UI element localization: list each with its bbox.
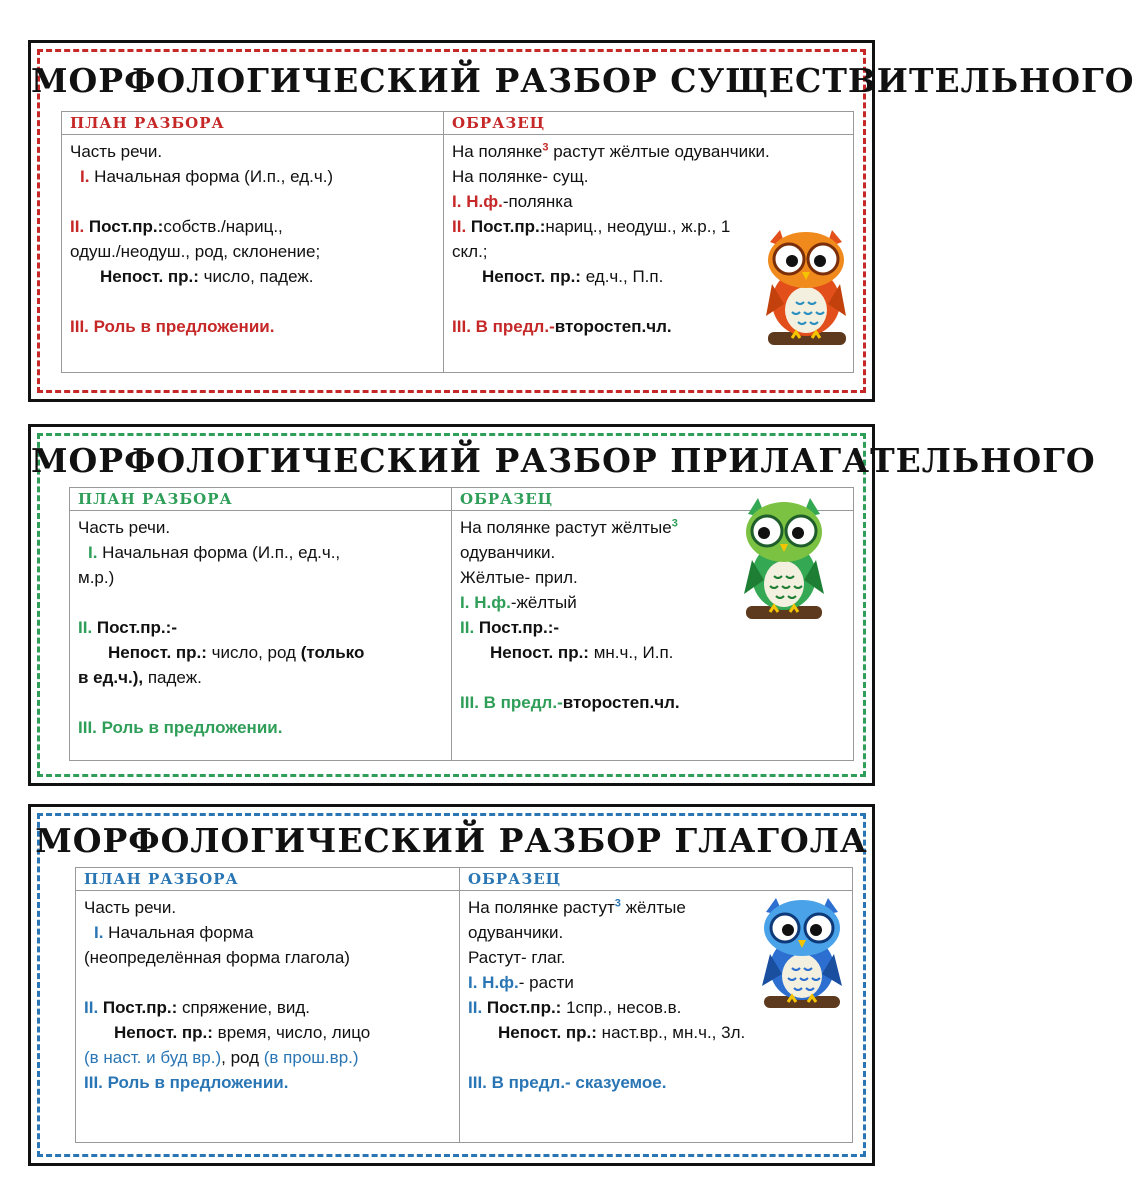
sample-header: ОБРАЗЕЦ [460, 868, 852, 891]
plan-line: (неопределённая форма глагола) [84, 948, 350, 967]
verb-card [28, 804, 875, 1166]
sample-line: Жёлтые- прил. [460, 568, 578, 587]
plan-line: III. Роль в предложении. [84, 1073, 289, 1092]
noun-card [28, 40, 1135, 402]
plan-line: (в наст. и буд вр.), род (в прош.вр.) [84, 1048, 359, 1067]
sample-column [451, 488, 853, 760]
sample-column [443, 112, 853, 372]
plan-line: Часть речи. [78, 518, 171, 537]
plan-line: Непост. пр.: время, число, лицо [114, 1023, 371, 1042]
sample-line: II. Пост.пр.: 1спр., несов.в. [468, 998, 682, 1017]
sample-line: одуванчики. [460, 543, 556, 562]
adjective-card [28, 424, 1096, 786]
analysis-table [75, 867, 853, 1143]
plan-header: ПЛАН РАЗБОРА [70, 488, 451, 511]
plan-line: Часть речи. [84, 898, 177, 917]
card-title: МОРФОЛОГИЧЕСКИЙ РАЗБОР ГЛАГОЛА [35, 821, 868, 860]
sample-column [459, 868, 852, 1142]
sample-line: Непост. пр.: ед.ч., П.п. [482, 267, 664, 286]
plan-line: III. Роль в предложении. [70, 317, 275, 336]
sample-line: Растут- глаг. [468, 948, 566, 967]
plan-line: III. Роль в предложении. [78, 718, 283, 737]
plan-column [62, 112, 443, 372]
plan-line: Часть речи. [70, 142, 163, 161]
plan-line: II. Пост.пр.:- [78, 618, 177, 637]
sample-line: На полянке растут жёлтые$^3$ [460, 517, 678, 537]
plan-column [76, 868, 459, 1142]
sample-line: Непост. пр.: наст.вр., мн.ч., 3л. [498, 1023, 746, 1042]
owl-icon [760, 894, 844, 1014]
sample-line: I. Н.ф.-жёлтый [460, 593, 577, 612]
plan-line: I. Начальная форма [94, 923, 254, 942]
owl-icon [762, 224, 850, 354]
sample-line: III. В предл.- сказуемое. [468, 1073, 667, 1092]
analysis-table [69, 487, 854, 761]
sample-line: скл.; [452, 242, 488, 261]
plan-line: II. Пост.пр.:собств./нариц., [70, 217, 283, 236]
sample-line: III. В предл.-второстеп.чл. [460, 693, 680, 712]
sample-header: ОБРАЗЕЦ [452, 488, 853, 511]
plan-line: II. Пост.пр.: спряжение, вид. [84, 998, 311, 1017]
sample-line: I. Н.ф.- расти [468, 973, 574, 992]
sample-line: II. Пост.пр.:- [460, 618, 560, 637]
plan-line: I. Начальная форма (И.п., ед.ч., [88, 543, 341, 562]
plan-line: Непост. пр.: число, род (только [108, 643, 365, 662]
sample-line: На полянке$^3$ растут жёлтые одуванчики. [452, 141, 770, 161]
plan-line: в ед.ч.), падеж. [78, 668, 202, 687]
plan-line: м.р.) [78, 568, 115, 587]
card-title: МОРФОЛОГИЧЕСКИЙ РАЗБОР СУЩЕСТВИТЕЛЬНОГО [31, 61, 1135, 100]
plan-line: I. Начальная форма (И.п., ед.ч.) [80, 167, 334, 186]
plan-header: ПЛАН РАЗБОРА [76, 868, 459, 891]
plan-line: одуш./неодуш., род, склонение; [70, 242, 321, 261]
plan-column [70, 488, 451, 760]
plan-header: ПЛАН РАЗБОРА [62, 112, 443, 135]
sample-line: III. В предл.-второстеп.чл. [452, 317, 672, 336]
card-title: МОРФОЛОГИЧЕСКИЙ РАЗБОР ПРИЛАГАТЕЛЬНОГО [31, 441, 1096, 480]
sample-line: I. Н.ф.-полянка [452, 192, 573, 211]
sample-line: На полянке- сущ. [452, 167, 589, 186]
analysis-table [61, 111, 854, 373]
owl-icon [742, 494, 826, 626]
plan-line: Непост. пр.: число, падеж. [100, 267, 314, 286]
sample-line: Непост. пр.: мн.ч., И.п. [490, 643, 674, 662]
sample-line: одуванчики. [468, 923, 564, 942]
sample-line: II. Пост.пр.:нариц., неодуш., ж.р., 1 [452, 217, 731, 236]
sample-header: ОБРАЗЕЦ [444, 112, 853, 135]
sample-line: На полянке растут$^3$ жёлтые [468, 897, 686, 917]
